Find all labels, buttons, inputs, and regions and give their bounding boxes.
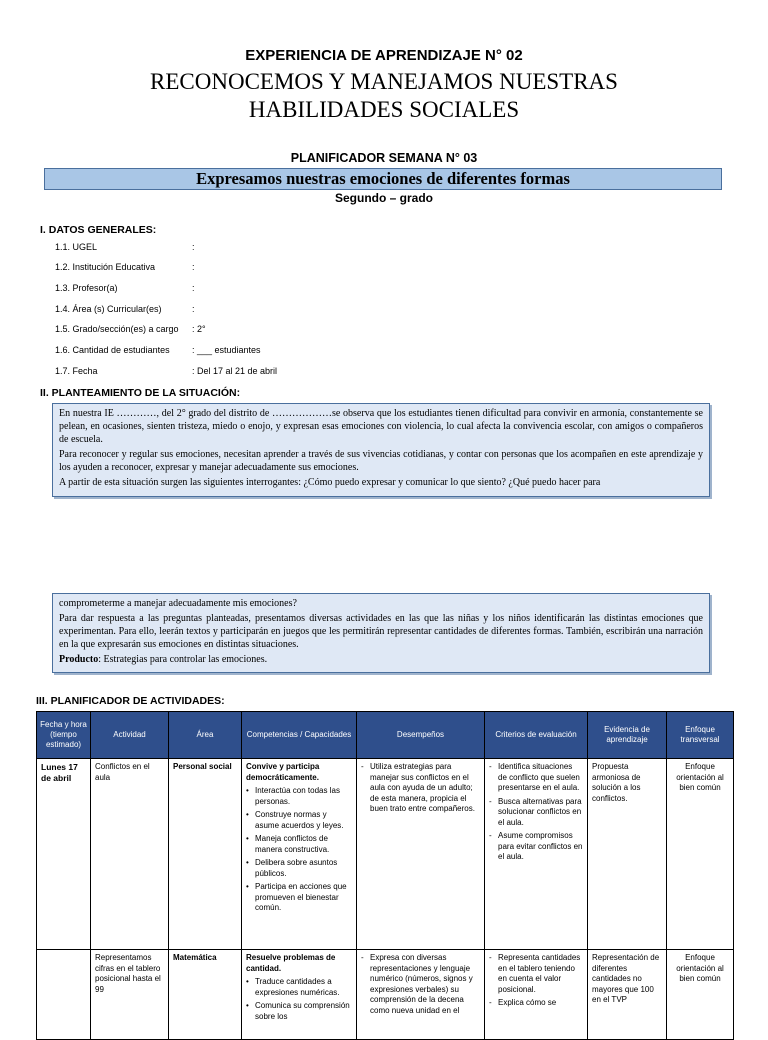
column-header: Enfoque transversal <box>667 712 734 759</box>
desempenos-list <box>361 762 480 815</box>
section-planificador: III. PLANIFICADOR DE ACTIVIDADES: <box>36 695 225 707</box>
title-line-2: HABILIDADES SOCIALES <box>248 97 520 122</box>
list-item: • Delibera sobre asuntos públicos. <box>246 858 352 879</box>
list-item: • Interactúa con todas las personas. <box>246 786 352 807</box>
situation-paragraph: A partir de esta situación surgen las siguientes interrogantes: ¿Cómo puedo expresar y comunicar lo que siento? ¿Qué puedo hacer para <box>59 477 601 488</box>
cell-fecha: Lunes 17 de abril <box>37 759 91 950</box>
cell-enfoque: Enfoque orientación al bien común <box>667 759 734 950</box>
product-line <box>59 653 703 666</box>
list-item: - Asume compromisos para evitar conflictos en el aula. <box>489 831 583 863</box>
cell-desempenos <box>357 759 485 950</box>
datos-label: 1.7. Fecha <box>55 366 98 376</box>
datos-value: : <box>192 304 195 314</box>
list-item: - Expresa con diversas representaciones y lenguaje numérico (números, signos y expresiones verbales) su comprensión de la decena como nueva unidad en el <box>361 953 480 1016</box>
datos-label: 1.5. Grado/sección(es) a cargo <box>55 324 179 334</box>
list-item: • Participa en acciones que promueven el bienestar común. <box>246 882 352 914</box>
column-header: Área <box>169 712 242 759</box>
table-header-row <box>37 712 734 759</box>
section-datos-generales: I. DATOS GENERALES: <box>40 224 157 236</box>
criterios-list <box>489 953 583 1009</box>
cell-actividad: Representamos cifras en el tablero posicional hasta el 99 <box>91 950 169 1040</box>
column-header: Fecha y hora (tiempo estimado) <box>37 712 91 759</box>
cell-competencia <box>242 950 357 1040</box>
cell-area: Matemática <box>169 950 242 1040</box>
capacidades-list <box>246 786 352 914</box>
list-item: • Comunica su comprensión sobre los <box>246 1001 352 1022</box>
cell-desempenos <box>357 950 485 1040</box>
cell-fecha <box>37 950 91 1040</box>
list-item: - Explica cómo se <box>489 998 583 1009</box>
competencia-title: Resuelve problemas de cantidad. <box>246 953 336 973</box>
planner-title: PLANIFICADOR SEMANA N° 03 <box>290 151 478 165</box>
cell-competencia <box>242 759 357 950</box>
list-item: - Utiliza estrategias para manejar sus conflictos en el aula con ayuda de un adulto; de esta manera, propicia el buen trato entre compañeros. <box>361 762 480 815</box>
section-planteamiento: II. PLANTEAMIENTO DE LA SITUACIÓN: <box>40 387 241 399</box>
cell-evidencia: Propuesta armoniosa de solución a los conflictos. <box>588 759 667 950</box>
cell-enfoque: Enfoque orientación al bien común <box>667 950 734 1040</box>
datos-label: 1.2. Institución Educativa <box>55 262 156 272</box>
product-label: Producto <box>59 654 99 665</box>
experience-title: EXPERIENCIA DE APRENDIZAJE N° 02 <box>245 47 523 64</box>
list-item: - Representa cantidades en el tablero teniendo en cuenta el valor posicional. <box>489 953 583 995</box>
week-title-bar: Expresamos nuestras emociones de diferentes formas <box>44 168 722 190</box>
situation-paragraph: comprometerme a manejar adecuadamente mis emociones? <box>59 598 297 609</box>
table-row <box>37 950 734 1040</box>
document-title <box>0 68 768 124</box>
datos-value: : ___ estudiantes <box>192 345 261 355</box>
column-header: Criterios de evaluación <box>485 712 588 759</box>
grade-label: Segundo – grado <box>334 191 433 205</box>
cell-criterios <box>485 759 588 950</box>
table-row <box>37 759 734 950</box>
datos-value: : <box>192 283 195 293</box>
datos-value: : Del 17 al 21 de abril <box>192 366 278 376</box>
datos-label: 1.1. UGEL <box>55 242 98 252</box>
cell-actividad: Conflictos en el aula <box>91 759 169 950</box>
capacidades-list <box>246 977 352 1022</box>
datos-value: : 2° <box>192 324 206 334</box>
list-item: - Identifica situaciones de conflicto que suelen presentarse en el aula. <box>489 762 583 794</box>
cell-criterios <box>485 950 588 1040</box>
criterios-list <box>489 762 583 863</box>
datos-value: : <box>192 242 195 252</box>
desempenos-list <box>361 953 480 1016</box>
list-item: - Busca alternativas para solucionar conflictos en el aula. <box>489 797 583 829</box>
product-text: : Estrategias para controlar las emociones. <box>98 654 268 665</box>
column-header: Desempeños <box>357 712 485 759</box>
situation-paragraph: En nuestra IE …………, del 2° grado del distrito de ………………se observa que los estudiantes tienen dificultad para convivir en armonía, constantemente se pelean, en ocasiones, sienten tristeza, miedo o enojo, y expresan esas emociones con violencia, lo cual afecta la convivencia escolar, con amigos o compañeros de escuela. <box>59 408 703 445</box>
list-item: • Construye normas y asume acuerdos y leyes. <box>246 810 352 831</box>
title-line-1: RECONOCEMOS Y MANEJAMOS NUESTRAS <box>150 69 618 94</box>
column-header: Evidencia de aprendizaje <box>588 712 667 759</box>
list-item: • Traduce cantidades a expresiones numéricas. <box>246 977 352 998</box>
situation-box-1 <box>52 403 710 497</box>
datos-label: 1.6. Cantidad de estudiantes <box>55 345 170 355</box>
situation-paragraph: Para reconocer y regular sus emociones, necesitan aprender a través de sus vivencias cotidianas, y contar con personas que los acompañen en este aprendizaje y los ayuden a reconocer, expresar y manejar adecuadamente sus emociones. <box>59 449 703 473</box>
column-header: Competencias / Capacidades <box>242 712 357 759</box>
column-header: Actividad <box>91 712 169 759</box>
datos-label: 1.3. Profesor(a) <box>55 283 118 293</box>
situation-box-2 <box>52 593 710 673</box>
datos-label: 1.4. Área (s) Curricular(es) <box>55 304 162 314</box>
datos-value: : <box>192 262 195 272</box>
situation-paragraph: Para dar respuesta a las preguntas planteadas, presentamos diversas actividades en las que las niñas y los niños identificarán las distintas emociones que experimentan. Para ello, leerán textos y participarán en juegos que les permitirán representar cantidades de diferentes formas. También, escribirán una narración en la que expresarán sus emociones en distintas situaciones. <box>59 613 703 650</box>
activities-table <box>36 711 734 1040</box>
cell-evidencia: Representación de diferentes cantidades no mayores que 100 en el TVP <box>588 950 667 1040</box>
list-item: • Maneja conflictos de manera constructiva. <box>246 834 352 855</box>
competencia-title: Convive y participa democráticamente. <box>246 762 320 782</box>
cell-area: Personal social <box>169 759 242 950</box>
